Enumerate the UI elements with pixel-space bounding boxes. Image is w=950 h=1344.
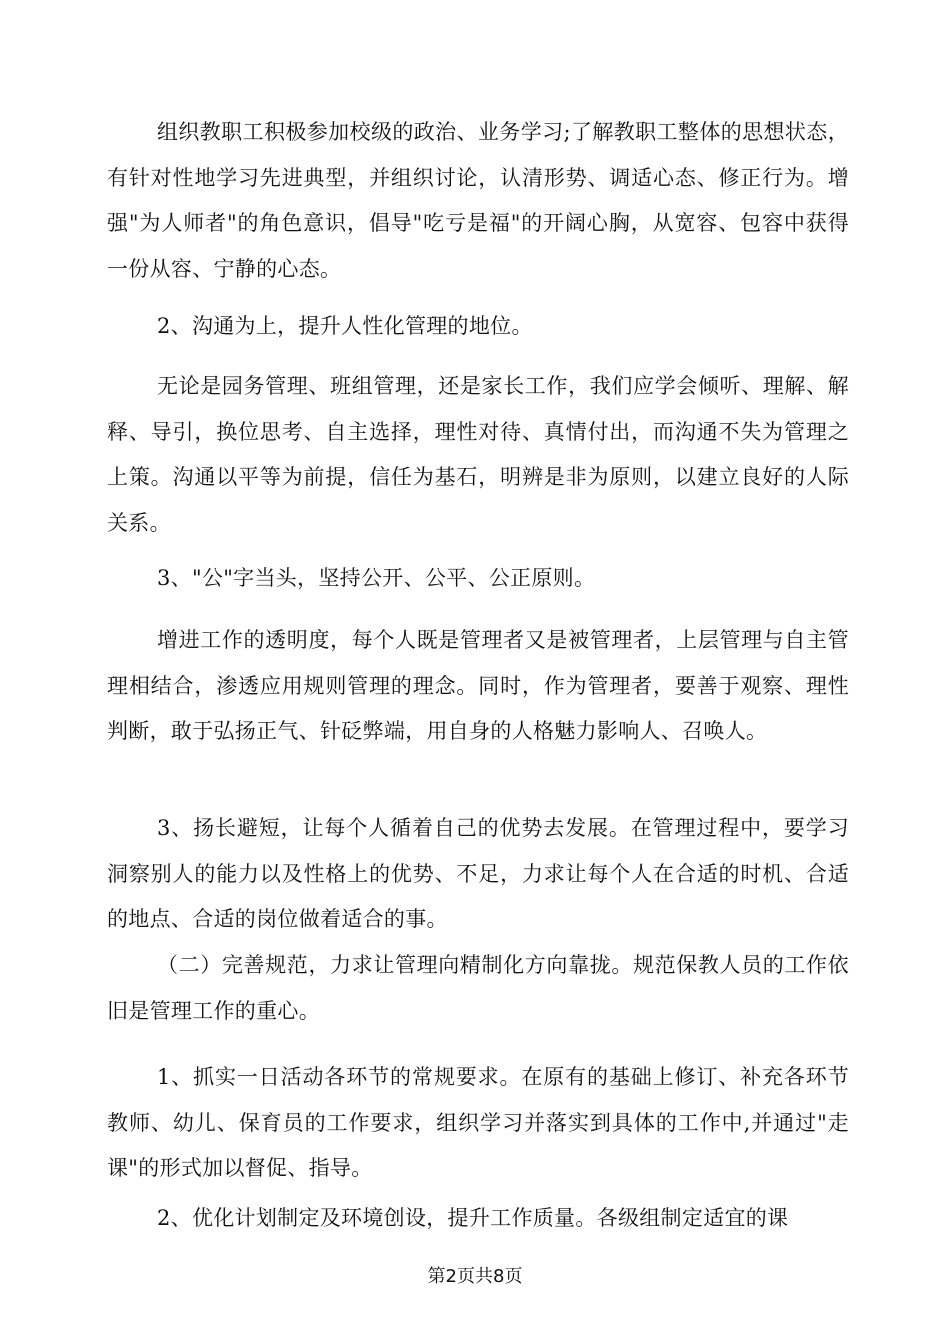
page-number: 第2页共8页 — [427, 1266, 523, 1287]
paragraph-transparency: 增进工作的透明度，每个人既是管理者又是被管理者，上层管理与自主管理相结合，渗透应用规则管理的理念。同时，作为管理者，要善于观察、理性判断，敢于弘扬正气、针砭弊端，用自身的人格魅力影响人、召唤人。 — [107, 628, 849, 743]
paragraph-communication: 无论是园务管理、班组管理，还是家长工作，我们应学会倾听、理解、解释、导引，换位思考、自主选择，理性对待、真情付出，而沟通不失为管理之上策。沟通以平等为前提，信任为基石，明辨是非为原则，以建立良好的人际关系。 — [107, 374, 849, 535]
paragraph-strengths: 3、扬长避短，让每个人循着自己的优势去发展。在管理过程中，要学习洞察别人的能力以及性格上的优势、不足，力求让每个人在合适的时机、合适的地点、合适的岗位做着适合的事。 — [107, 816, 849, 931]
heading-fairness: 3、"公"字当头，坚持公开、公平、公正原则。 — [157, 566, 596, 590]
paragraph-planning: 2、优化计划制定及环境创设，提升工作质量。各级组制定适宜的课 — [157, 1206, 789, 1230]
heading-communication: 2、沟通为上，提升人性化管理的地位。 — [157, 314, 533, 338]
paragraph-staff-study: 组织教职工积极参加校级的政治、业务学习;了解教职工整体的思想状态，有针对性地学习先进典型，并组织讨论，认清形势、调适心态、修正行为。增强"为人师者"的角色意识，倡导"吃亏是福"的开阔心胸，从宽容、包容中获得一份从容、宁静的心态。 — [107, 120, 849, 281]
section-heading-standards: （二）完善规范，力求让管理向精制化方向靠拢。规范保教人员的工作依旧是管理工作的重心。 — [107, 953, 849, 1023]
paragraph-daily-routine: 1、抓实一日活动各环节的常规要求。在原有的基础上修订、补充各环节教师、幼儿、保育员的工作要求，组织学习并落实到具体的工作中,并通过"走课"的形式加以督促、指导。 — [107, 1065, 849, 1180]
